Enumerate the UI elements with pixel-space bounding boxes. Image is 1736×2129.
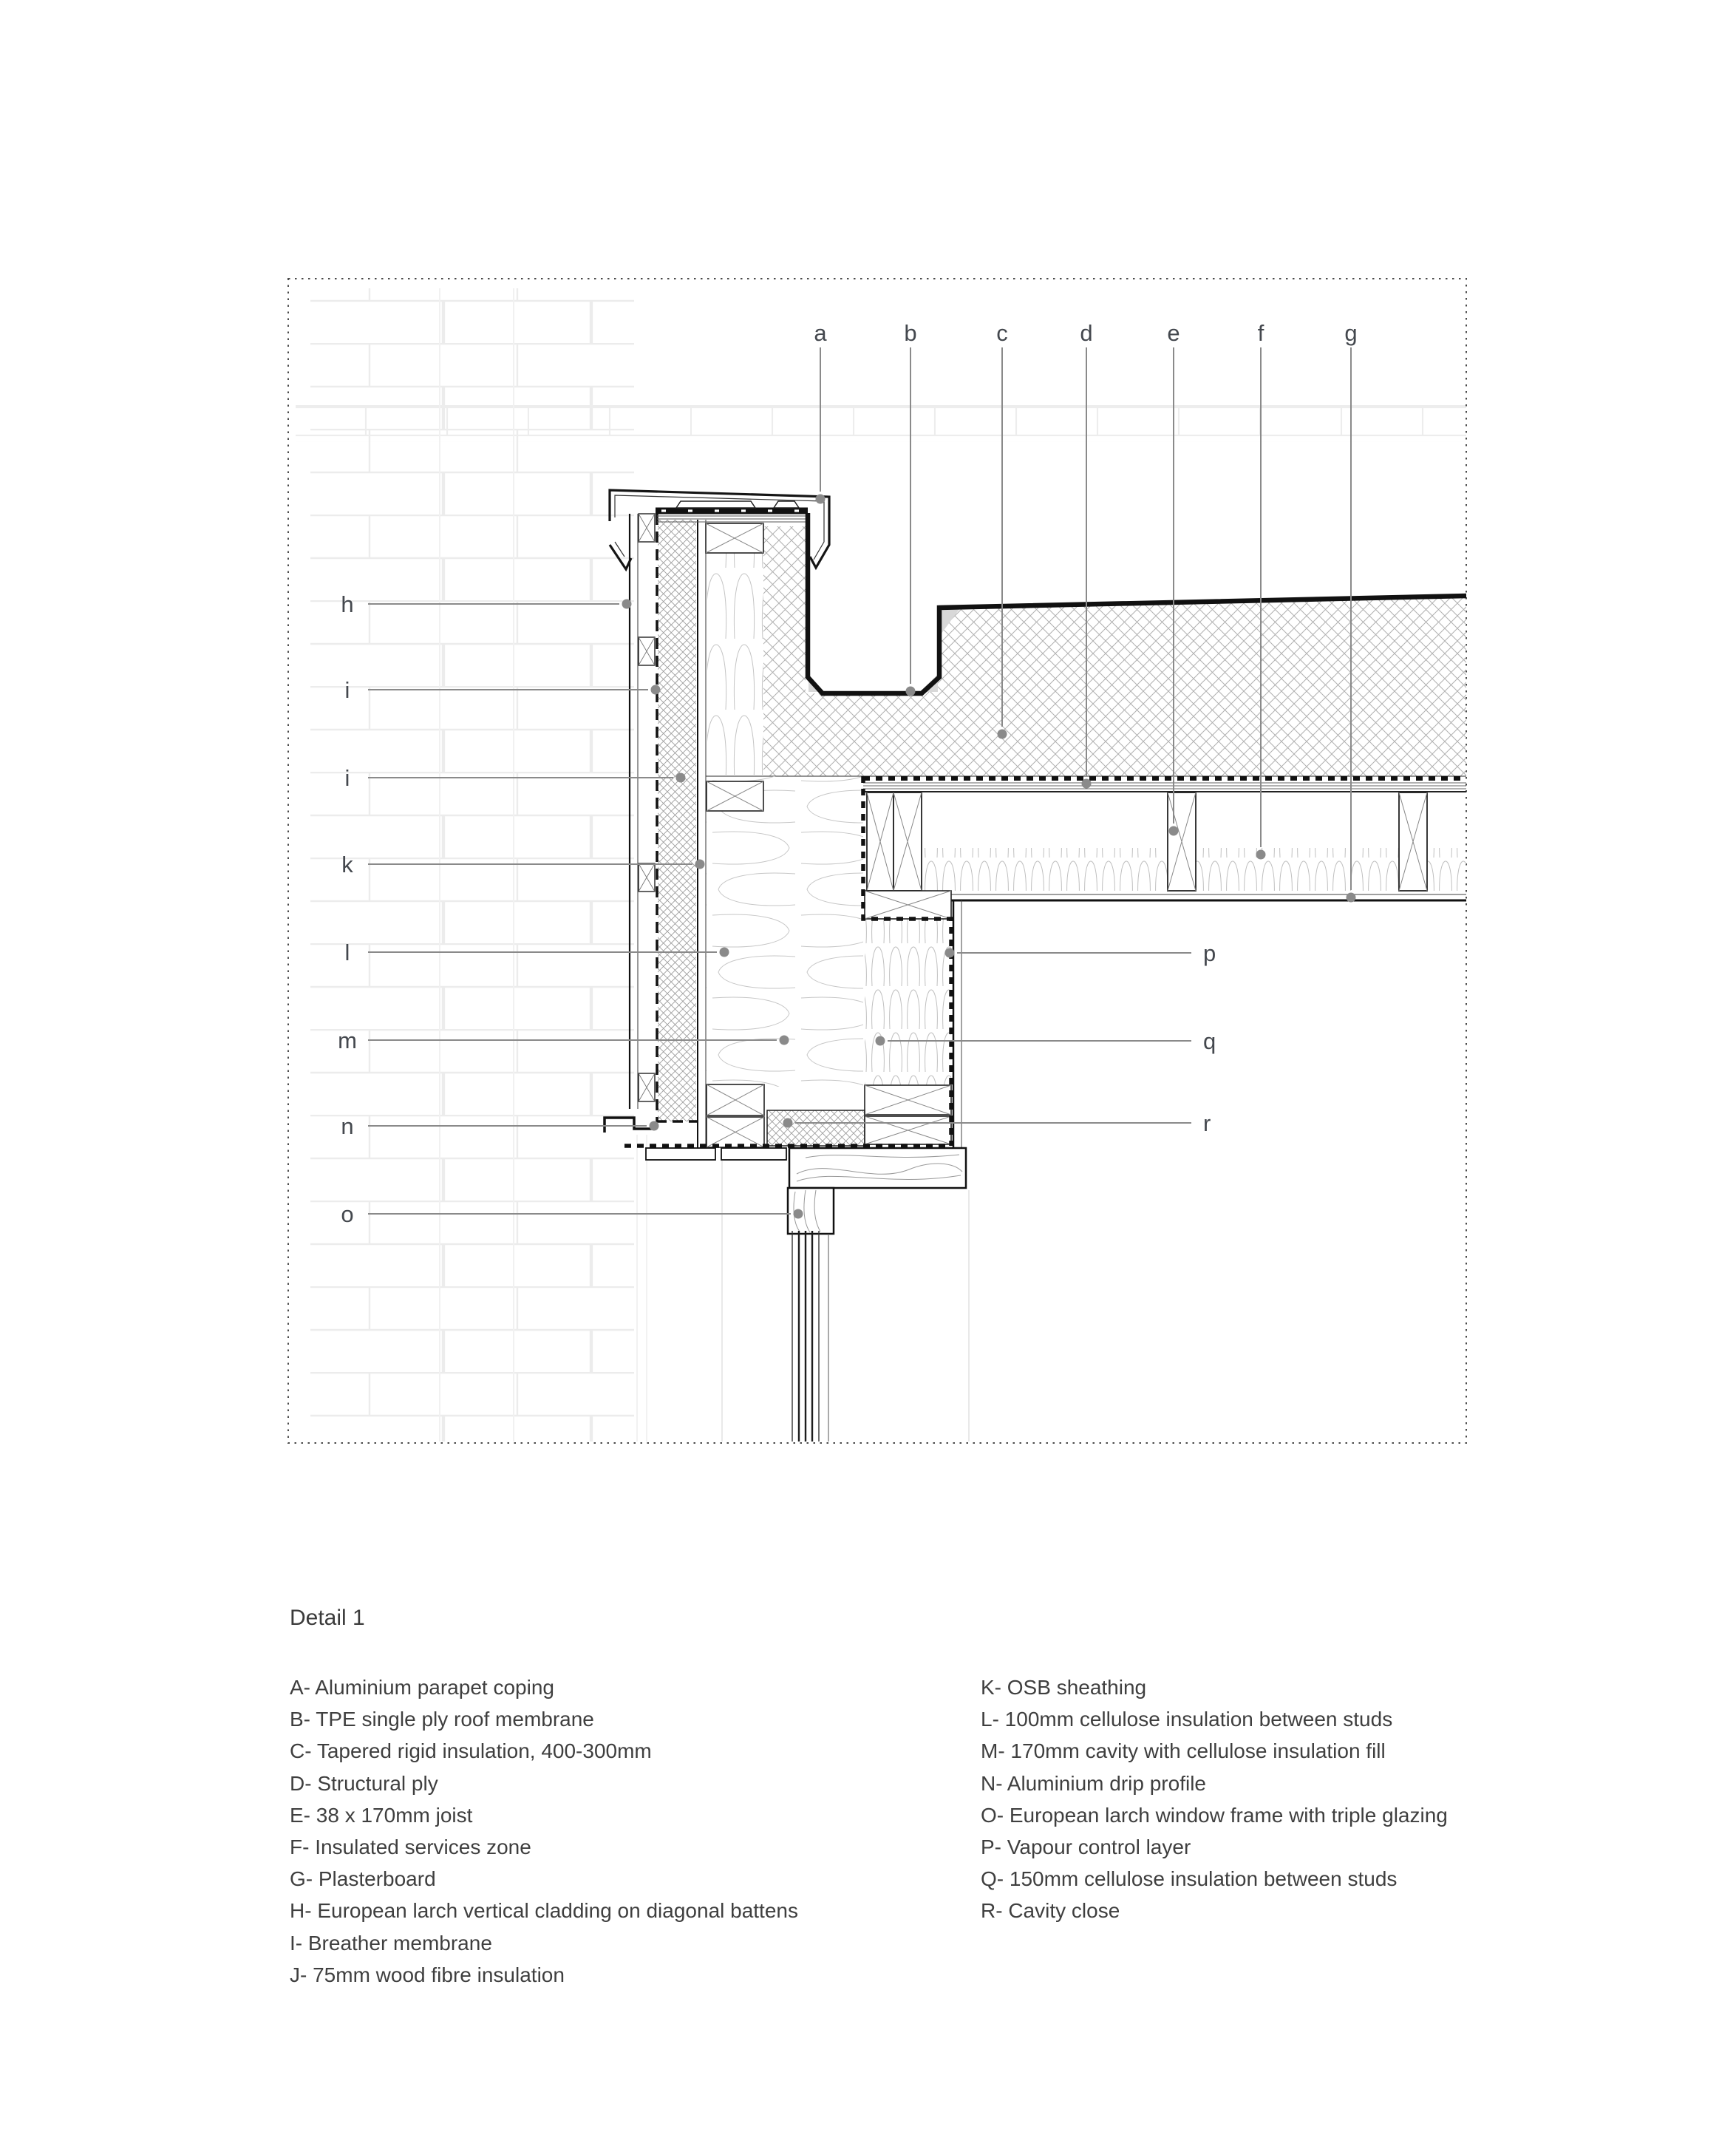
legend-item-h: H- European larch vertical cladding on diagonal battens (290, 1899, 798, 1923)
legend-item-n: N- Aluminium drip profile (981, 1771, 1206, 1795)
tapered-rigid-insulation-hatch (763, 526, 1466, 776)
osb-sheathing (698, 520, 706, 1148)
legend-item-c: C- Tapered rigid insulation, 400-300mm (290, 1739, 652, 1763)
legend-item-j: J- 75mm wood fibre insulation (290, 1963, 565, 1986)
structural-ply (863, 783, 1466, 792)
callout-i1: i (344, 677, 350, 703)
legend-item-o: O- European larch window frame with triple glazing (981, 1803, 1448, 1827)
legend-item-m: M- 170mm cavity with cellulose insulation fill (981, 1739, 1386, 1763)
legend-left-column (290, 1671, 798, 1991)
legend-item-d: D- Structural ply (290, 1771, 438, 1795)
callout-h: h (341, 591, 354, 617)
stud-cellulose-insulation (707, 553, 763, 776)
legend-item-r: R- Cavity close (981, 1899, 1120, 1923)
callout-r: r (1203, 1110, 1211, 1136)
legend-item-f: F- Insulated services zone (290, 1835, 531, 1858)
callout-d: d (1080, 320, 1093, 346)
detail-title: Detail 1 (290, 1606, 365, 1630)
callout-o: o (341, 1201, 354, 1227)
legend-item-e: E- 38 x 170mm joist (290, 1803, 473, 1827)
legend-right-column (981, 1671, 1448, 1927)
callout-n: n (341, 1113, 354, 1139)
callout-c: c (996, 320, 1008, 346)
wall-plasterboard (953, 900, 961, 1148)
callout-a: a (814, 320, 827, 346)
legend-item-g: G- Plasterboard (290, 1867, 436, 1891)
ceiling-plasterboard (951, 894, 1466, 900)
legend-item-p: P- Vapour control layer (981, 1835, 1191, 1858)
window-head (646, 1148, 966, 1442)
callout-l: l (344, 940, 350, 965)
callout-g: g (1344, 320, 1358, 346)
callout-b: b (904, 320, 917, 346)
wood-fibre-insulation-hatch (658, 520, 696, 1121)
callout-p: p (1203, 940, 1216, 966)
callout-f: f (1257, 320, 1264, 346)
service-stud-cellulose (865, 919, 951, 1085)
legend-item-k: K- OSB sheathing (981, 1676, 1147, 1699)
legend-item-q: Q- 150mm cellulose insulation between studs (981, 1867, 1398, 1891)
legend-item-i: I- Breather membrane (290, 1931, 492, 1955)
cavity-close (767, 1110, 865, 1146)
callout-e: e (1167, 320, 1180, 346)
larch-window-frame-head (789, 1148, 966, 1188)
legend-item-b: B- TPE single ply roof membrane (290, 1708, 594, 1731)
callout-m: m (338, 1028, 357, 1053)
triple-glazing (792, 1231, 828, 1442)
callout-i2: i (344, 765, 350, 791)
legend-item-a: A- Aluminium parapet coping (290, 1676, 554, 1699)
legend-item-l: L- 100mm cellulose insulation between studs (981, 1708, 1393, 1731)
cladding-battens (639, 514, 655, 1101)
callout-k: k (341, 852, 353, 877)
callout-q: q (1203, 1028, 1216, 1054)
